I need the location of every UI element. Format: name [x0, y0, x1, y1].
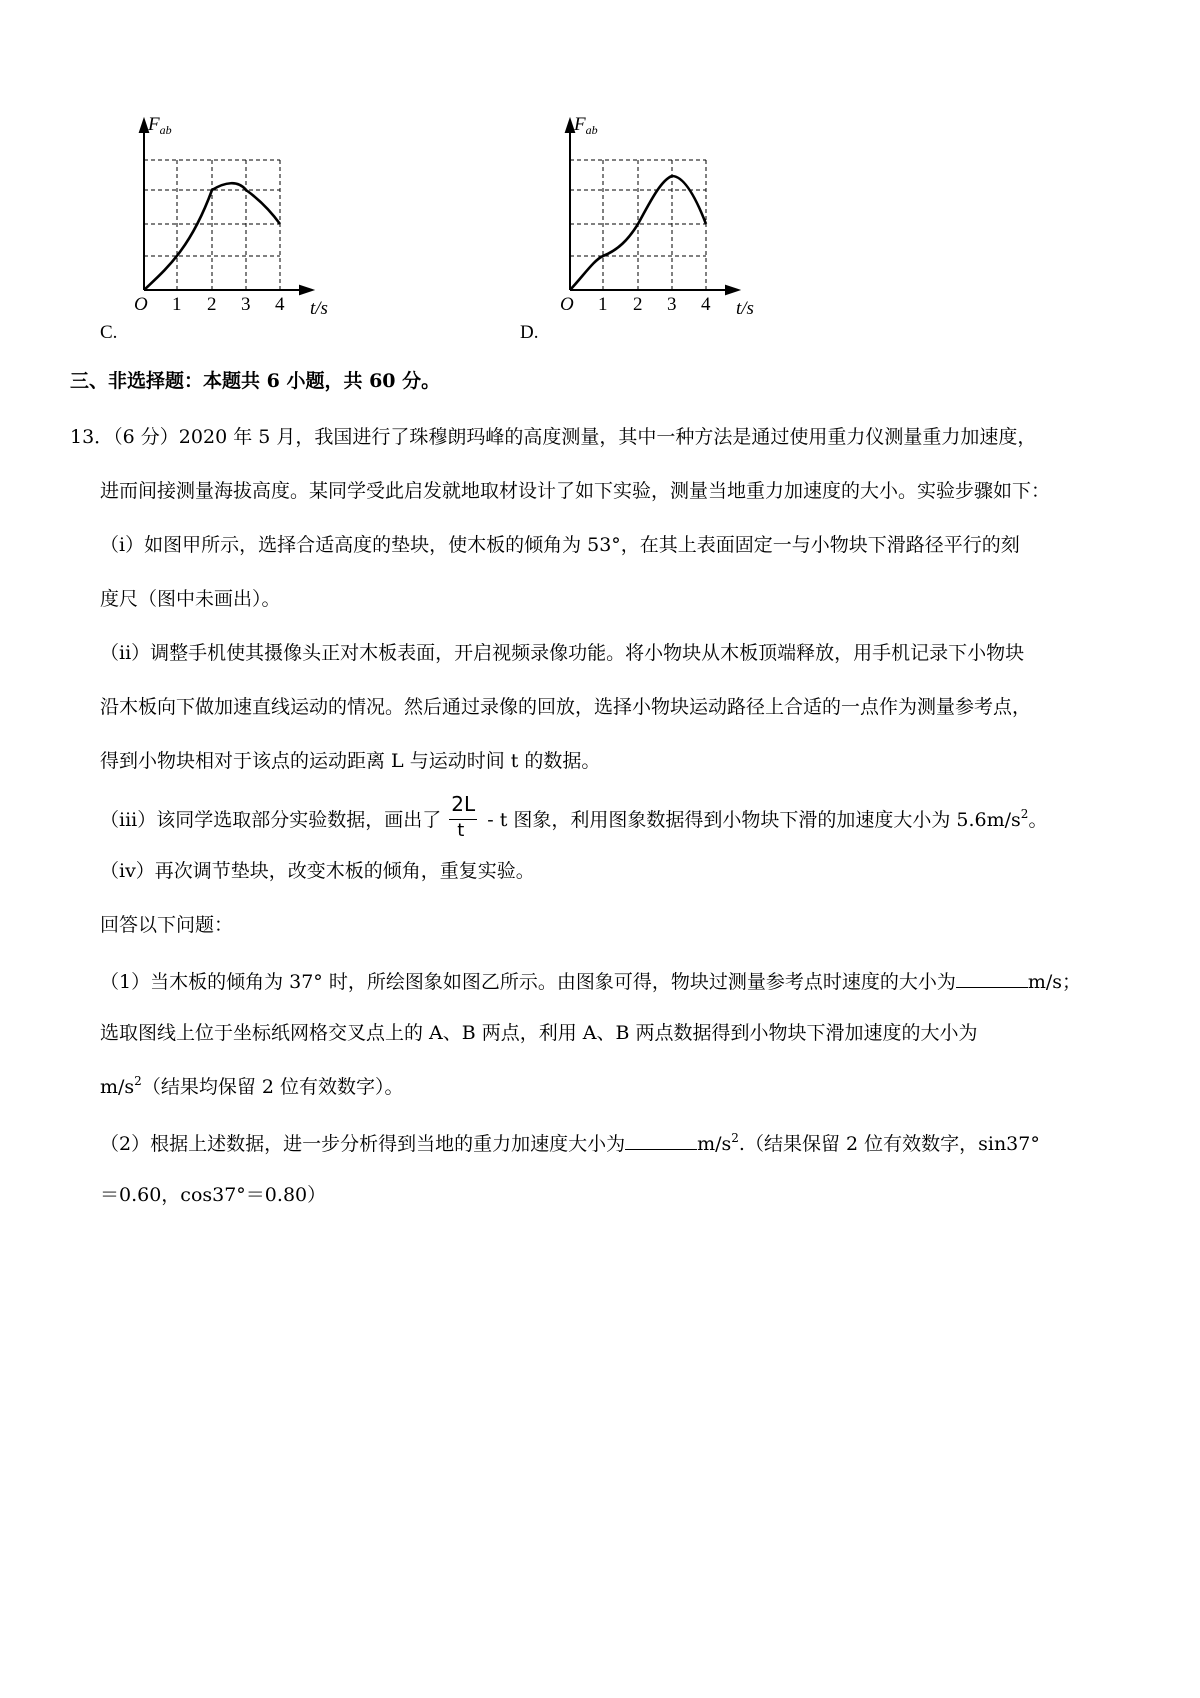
graph-d-xtick: 3 — [667, 294, 677, 315]
graph-c-xtick: 2 — [207, 294, 217, 315]
q1-line-1 — [100, 970, 1081, 992]
graph-d-xtick: 1 — [598, 294, 608, 315]
graph-c-xtick: 4 — [275, 294, 285, 315]
step-ii-line-2: 沿木板向下做加速直线运动的情况。然后通过录像的回放，选择小物块运动路径上合适的一点作为测量参考点， — [100, 696, 1032, 718]
step-ii-line-3: 得到小物块相对于该点的运动距离 L 与运动时间 t 的数据。 — [100, 750, 601, 772]
fraction-2l-over-t — [447, 792, 481, 841]
graph-option-d — [546, 110, 766, 340]
graph-d-xtick: 4 — [701, 294, 711, 315]
step-iii-sup: 2 — [1020, 807, 1029, 821]
graph-c-svg — [120, 110, 340, 340]
answer-intro: 回答以下问题： — [100, 914, 234, 936]
graph-c-xlabel: t/s — [310, 298, 328, 319]
q1-unit: m/s — [100, 1076, 135, 1098]
section-heading: 三、非选择题：本题共 6 小题，共 60 分。 — [70, 370, 441, 392]
q1-note: （结果均保留 2 位有效数字）。 — [141, 1076, 404, 1098]
q2-unit-sup: 2 — [731, 1131, 739, 1145]
step-ii-line-1: （ii）调整手机使其摄像头正对木板表面，开启视频录像功能。将小物块从木板顶端释放，用手机记录下小物块 — [100, 642, 1025, 664]
graph-c-ylabel: $F_{ab}$ — [148, 114, 172, 137]
step-iii-line — [100, 792, 1048, 841]
q2-line-1 — [100, 1132, 1040, 1154]
option-d-label: D. — [520, 322, 539, 343]
q1-line-3 — [100, 1074, 404, 1098]
step-i-line-1: （i）如图甲所示，选择合适高度的垫块，使木板的倾角为 53°，在其上表面固定一与小物块下滑路径平行的刻 — [100, 534, 1020, 556]
graph-d-ylabel: $F_{ab}$ — [574, 114, 598, 137]
question-line-1: 13．（6 分）2020 年 5 月，我国进行了珠穆朗玛峰的高度测量，其中一种方法是通过使用重力仪测量重力加速度， — [70, 426, 1037, 448]
graph-d-xtick: 2 — [633, 294, 643, 315]
option-c-label: C. — [100, 322, 118, 343]
graph-d-svg — [546, 110, 766, 340]
graph-d-xlabel: t/s — [736, 298, 754, 319]
answer-blank-1[interactable] — [956, 970, 1028, 988]
step-iii-end: 。 — [1028, 809, 1048, 831]
fraction-numerator: 2L — [451, 792, 476, 816]
q2-line-2: ＝0.60，cos37°＝0.80） — [100, 1184, 327, 1206]
q1-line-2: 选取图线上位于坐标纸网格交叉点上的 A、B 两点，利用 A、B 两点数据得到小物块下滑加速度的大小为 — [100, 1022, 978, 1044]
answer-blank-3[interactable] — [625, 1132, 697, 1150]
q1-text-post: m/s； — [1027, 971, 1082, 993]
q2-note: .（结果保留 2 位有效数字，sin37° — [738, 1133, 1040, 1155]
step-iii-text-post: - t 图象，利用图象数据得到小物块下滑的加速度大小为 5.6m/s — [487, 809, 1021, 831]
graph-option-c — [120, 110, 340, 340]
fraction-denominator: t — [457, 820, 465, 841]
q1-unit-sup: 2 — [134, 1074, 142, 1088]
step-i-line-2: 度尺（图中未画出）。 — [100, 588, 281, 610]
step-iii-text-pre: （iii）该同学选取部分实验数据，画出了 — [100, 809, 442, 831]
q2-unit: m/s — [697, 1133, 732, 1155]
step-iv-line: （iv）再次调节垫块，改变木板的倾角，重复实验。 — [100, 860, 535, 882]
question-line-2: 进而间接测量海拔高度。某同学受此启发就地取材设计了如下实验，测量当地重力加速度的大小。实验步骤如下： — [100, 480, 1051, 502]
graph-c-xtick: 3 — [241, 294, 251, 315]
graph-c-xtick: 1 — [172, 294, 182, 315]
q1-text-pre: （1）当木板的倾角为 37° 时，所绘图象如图乙所示。由图象可得，物块过测量参考点时速度的大小为 — [100, 971, 956, 993]
graph-c-origin: O — [134, 294, 148, 315]
q2-text-pre: （2）根据上述数据，进一步分析得到当地的重力加速度大小为 — [100, 1133, 626, 1155]
graph-d-axes — [566, 120, 738, 294]
graph-d-origin: O — [560, 294, 574, 315]
